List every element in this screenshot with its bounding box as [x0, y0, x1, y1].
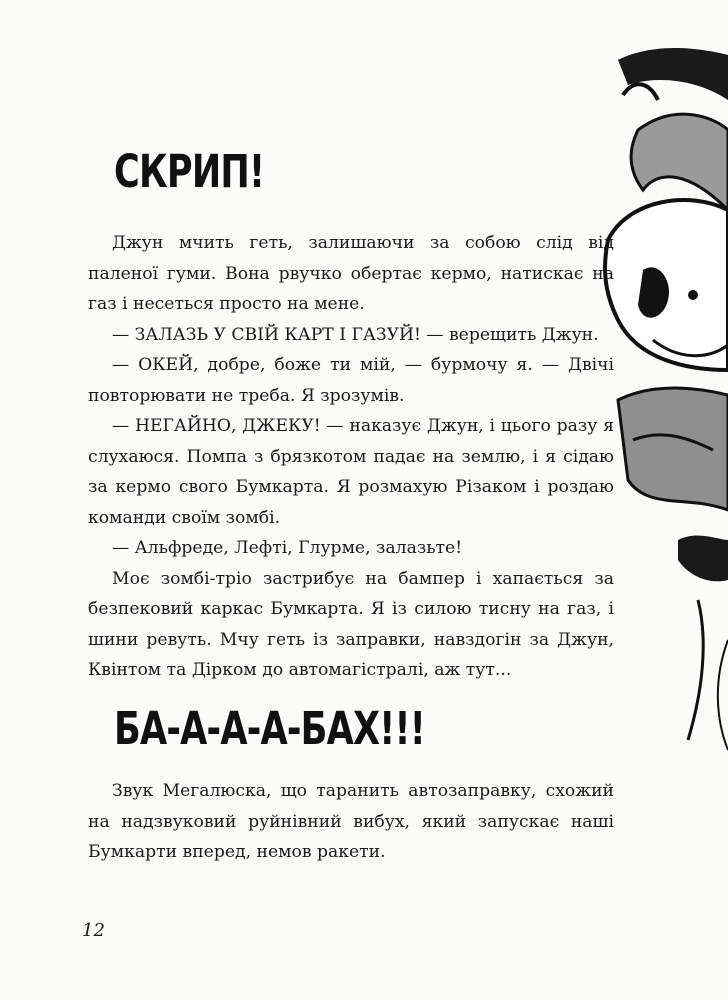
- page-number: 12: [82, 920, 105, 941]
- chapter-heading-babakh: БА-А-А-А-БАХ!!!: [114, 702, 425, 755]
- paragraph: — ОКЕЙ, добре, боже ти мій, — бурмочу я. — Двічі повторювати не треба. Я зрозумів.: [88, 355, 614, 406]
- text-block-2: [88, 776, 614, 868]
- paragraph: — ЗАЛАЗЬ У СВІЙ КАРТ І ГАЗУЙ! — верещить Джун.: [112, 324, 599, 345]
- paragraph: Моє зомбі-тріо застрибує на бампер і хапається за безпековий каркас Бумкарта. Я із силою тисну на газ, і шини ревуть. Мчу геть із заправки, навздогін за Джун, Квінтом та Дірком до автомагістралі, аж тут...: [88, 568, 614, 680]
- chapter-heading-skryp: СКРИП!: [114, 145, 265, 198]
- paragraph: — Альфреде, Лефті, Глурме, залазьте!: [112, 538, 463, 558]
- paragraph: Джун мчить геть, залишаючи за собою слід від паленої гуми. Вона рвучко обертає кермо, натискає на газ і несеться просто на мене.: [88, 233, 614, 314]
- paragraph: — НЕГАЙНО, ДЖЕКУ! — наказує Джун, і цього разу я слухаюся. Помпа з брязкотом падає на землю, і я сідаю за кермо свого Бумкарта. Я розмахую Різаком і роздаю команди своїм зомбі.: [88, 416, 614, 528]
- text-block-1: [88, 228, 614, 686]
- illustration-art: [598, 40, 728, 760]
- paragraph: Звук Мегалюска, що таранить автозаправку, схожий на надзвуковий руйнівний вибух, який запускає наші Бумкарти вперед, немов ракети.: [88, 781, 614, 862]
